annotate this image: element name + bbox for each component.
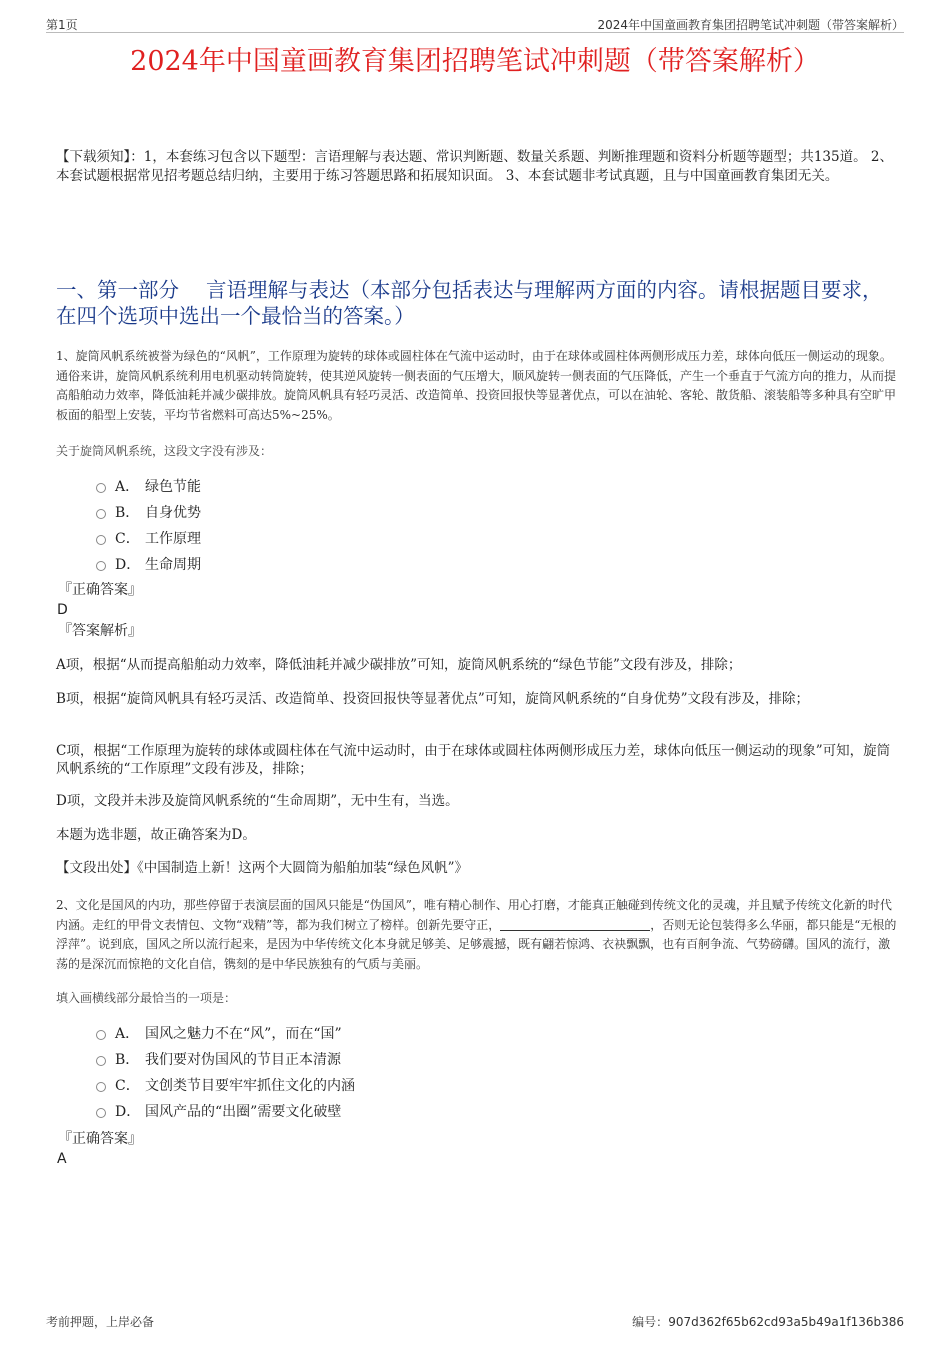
radio-icon[interactable]: [96, 1082, 106, 1092]
page-footer: [46, 1313, 904, 1329]
question-2-prompt: 填入画横线部分最恰当的一项是：: [56, 991, 237, 1005]
page-number: 第1页: [46, 18, 78, 32]
option-text: 文创类节目要牢牢抓住文化的内涵: [145, 1078, 355, 1094]
question-2-answer: A: [57, 1151, 67, 1167]
option-letter: D．: [115, 1104, 141, 1120]
serial-label: 编号：: [632, 1315, 669, 1329]
question-2-option-b[interactable]: [96, 1046, 796, 1072]
radio-icon[interactable]: [96, 509, 106, 519]
question-1-option-a[interactable]: [96, 473, 796, 499]
option-text: 工作原理: [145, 531, 201, 547]
explanation-label: 『答案解析』: [58, 623, 142, 639]
option-text: 生命周期: [145, 557, 201, 573]
option-letter: B．: [115, 1052, 140, 1068]
option-letter: A．: [115, 479, 140, 495]
correct-answer-label: 『正确答案』: [58, 1131, 142, 1147]
footer-serial: [632, 1313, 904, 1330]
question-2-text-start: 2、文化是国风的内功，那些停留于表演层面的国风只能是“伪国风”，唯有精心制作、用心打磨，才能真正触碰到传统文化的灵魂，并且赋予传统文化新的时代内涵。走红的甲骨文表情包、文物“戏精”等，都为我们树立了榜样。创新先要守正，: [56, 898, 892, 932]
option-letter: D．: [115, 557, 141, 573]
footer-slogan: 考前押题，上岸必备: [46, 1315, 155, 1329]
radio-icon[interactable]: [96, 561, 106, 571]
document-title: 2024年中国童画教育集团招聘笔试冲刺题（带答案解析）: [130, 46, 820, 77]
question-1-text: 1、旋筒风帆系统被誉为绿色的“风帆”，工作原理为旋转的球体或圆柱体在气流中运动时，由于在球体或圆柱体两侧形成压力差，球体向低压一侧运动的现象。通俗来讲，旋筒风帆系统利用电机驱动转筒旋转，使其逆风旋转一侧表面的气压增大，顺风旋转一侧表面的气压降低，产生一个垂直于气流方向的推力，从而提高船舶动力效率，降低油耗并减少碳排放。旋筒风帆具有轻巧灵活、改造简单、投资回报快等显著优点，可以在油轮、客轮、散货船、滚装船等多种具有空旷甲板面的船型上安装，平均节省燃料可高达5%~25%。: [56, 349, 897, 422]
option-text: 自身优势: [145, 505, 201, 521]
question-1-option-c[interactable]: [96, 525, 796, 551]
radio-icon[interactable]: [96, 1030, 106, 1040]
question-1-answer: D: [57, 602, 68, 618]
serial-number: 907d362f65b62cd93a5b49a1f136b386: [668, 1315, 904, 1329]
correct-answer-label: 『正确答案』: [58, 582, 142, 598]
option-text: 我们要对伪国风的节目正本清源: [145, 1052, 341, 1068]
question-1-source: 【文段出处】《中国制造上新！这两个大圆筒为船舶加装“绿色风帆”》: [56, 860, 469, 876]
question-2-text-end: ，否则无论包装得多么华丽，都只能是“无根的浮萍”。说到底，国风之所以流行起来，是因为中华传统文化本身就足够美、足够震撼，既有翩若惊鸿、衣袂飘飘，也有百舸争流、气势磅礴。国风的流行，激荡的是深沉而惊艳的文化自信，镌刻的是中华民族独有的气质与美丽。: [56, 917, 897, 971]
question-1-option-b[interactable]: [96, 499, 796, 525]
question-1-explanation-b: B项，根据“旋筒风帆具有轻巧灵活、改造简单、投资回报快等显著优点”可知，旋筒风帆系统的“自身优势”文段有涉及，排除；: [56, 691, 810, 707]
header-doc-title: 2024年中国童画教育集团招聘笔试冲刺题（带答案解析）: [597, 18, 904, 32]
question-2-option-a[interactable]: [96, 1020, 796, 1046]
question-1-conclusion: 本题为选非题，故正确答案为D。: [56, 827, 256, 843]
radio-icon[interactable]: [96, 483, 106, 493]
question-2-option-c[interactable]: [96, 1072, 796, 1098]
radio-icon[interactable]: [96, 1056, 106, 1066]
question-2-option-d[interactable]: [96, 1098, 796, 1124]
option-text: 国风产品的“出圈”需要文化破壁: [145, 1104, 342, 1120]
page-header: [46, 14, 904, 33]
option-letter: C．: [115, 1078, 140, 1094]
radio-icon[interactable]: [96, 535, 106, 545]
question-1-explanation-a: A项，根据“从而提高船舶动力效率，降低油耗并减少碳排放”可知，旋筒风帆系统的“绿色节能”文段有涉及，排除；: [56, 657, 742, 673]
option-text: 国风之魅力不在“风”，而在“国”: [145, 1026, 342, 1042]
question-1-prompt: 关于旋筒风帆系统，这段文字没有涉及：: [56, 444, 273, 458]
option-letter: B．: [115, 505, 140, 521]
question-1-option-d[interactable]: [96, 551, 796, 577]
download-notice: 【下载须知】：1，本套练习包含以下题型：言语理解与表达题、常识判断题、数量关系题、判断推理题和资料分析题等题型；共135道。 2、本套试题根据常见招考题总结归纳，主要用于练习答题思路和拓展知识面。 3、本套试题非考试真题，且与中国童画教育集团无关。: [56, 149, 893, 184]
option-text: 绿色节能: [145, 479, 201, 495]
question-2-text: [56, 896, 898, 974]
question-1-explanation-c: C项，根据“工作原理为旋转的球体或圆柱体在气流中运动时，由于在球体或圆柱体两侧形成压力差，球体向低压一侧运动的现象”可知，旋筒风帆系统的“工作原理”文段有涉及，排除；: [56, 743, 891, 777]
question-1-explanation-d: D项，文段并未涉及旋筒风帆系统的“生命周期”，无中生有，当选。: [56, 793, 459, 809]
option-letter: C．: [115, 531, 140, 547]
question-2-options: [96, 1020, 796, 1124]
section-title: 一、第一部分 言语理解与表达（本部分包括表达与理解两方面的内容。请根据题目要求，在四个选项中选出一个最恰当的答案。）: [56, 278, 883, 328]
fill-blank: [500, 918, 650, 931]
radio-icon[interactable]: [96, 1108, 106, 1118]
option-letter: A．: [115, 1026, 140, 1042]
question-1-options: [96, 473, 796, 577]
